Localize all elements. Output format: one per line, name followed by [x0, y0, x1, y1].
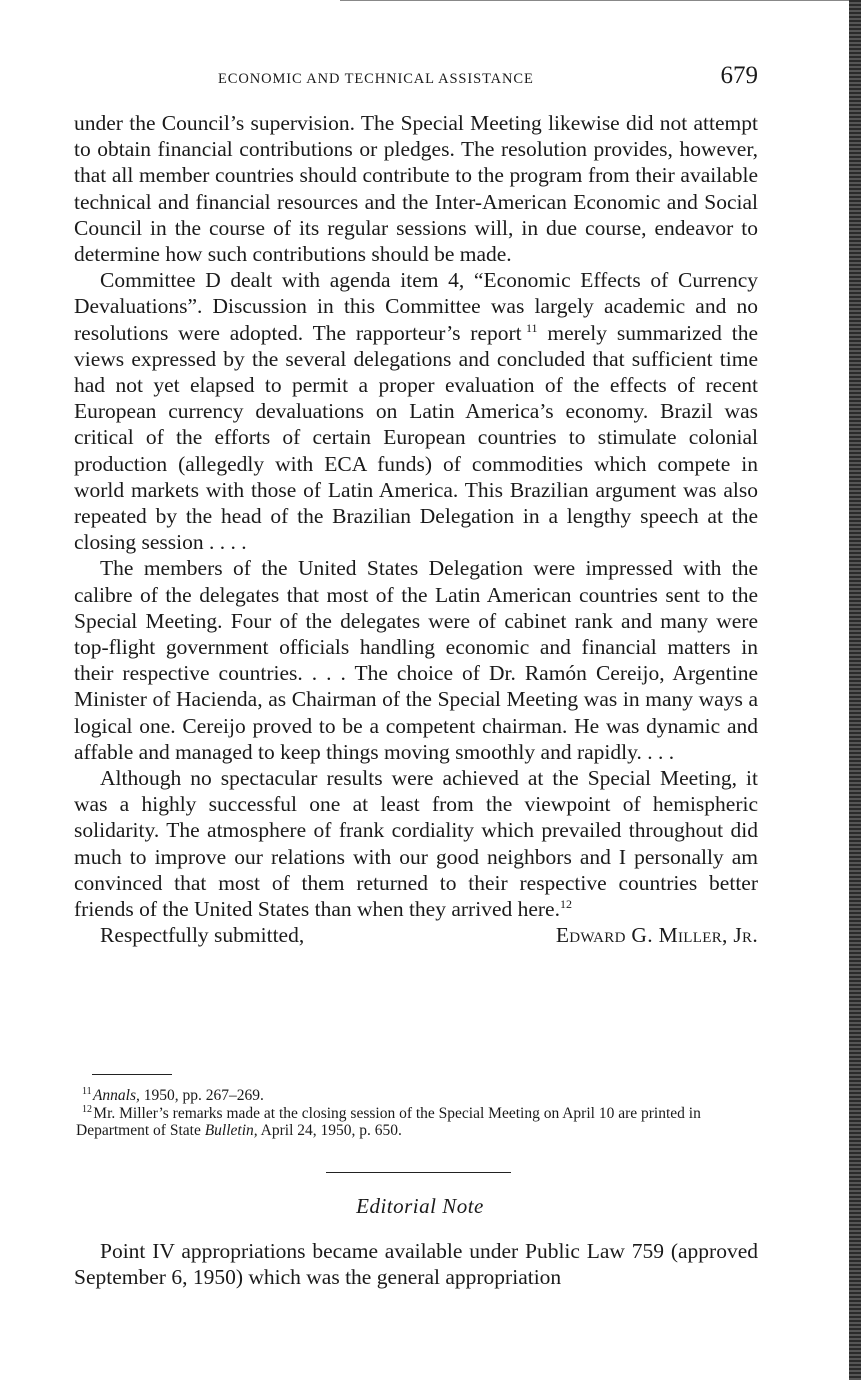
footnote-ref-12: 12 — [559, 897, 572, 912]
footnote-12-text-a: Mr. Miller’s remarks made at the closing session of the Special Meeting on April 10 are printed in Department of State — [76, 1104, 701, 1139]
page-number: 679 — [720, 62, 758, 89]
paragraph-4-text: Although no spectacular results were achieved at the Special Meeting, it was a highly successful one at least from the viewpoint of hemispheric solidarity. The atmosphere of frank cordiality which prevailed throughout did much to improve our relations with our good neighbors and I personally am convinced that most of them returned to their respective countries better friends of the United States than when they arrived here. — [74, 766, 758, 922]
editorial-paragraph: Point IV appropriations became available under Public Law 759 (approved September 6, 1950) which was the general appropriation — [74, 1239, 758, 1290]
footnote-11 — [76, 1087, 760, 1105]
editorial-note-title: Editorial Note — [356, 1194, 484, 1218]
footnotes — [76, 1087, 760, 1140]
paragraph-2-text: Committee D dealt with agenda item 4, “Economic Effects of Currency Devaluations”. Discussion in this Committee was largely academic and no resolutions were adopted. The rapporteur’s report — [74, 268, 758, 345]
footnote-11-title: Annals, — [92, 1087, 140, 1104]
top-page-border — [340, 0, 850, 1]
editorial-note-body — [74, 1238, 758, 1290]
signature-line — [74, 922, 758, 950]
footnote-12-title: Bulletin, — [204, 1122, 258, 1139]
closing-phrase: Respectfully submitted, — [100, 923, 305, 948]
footnote-ref-11: 11 — [525, 320, 538, 335]
footnote-11-text: 1950, pp. 267–269. — [139, 1087, 264, 1104]
running-header — [74, 62, 758, 102]
paragraph-4 — [74, 765, 758, 922]
paragraph-2-continued: merely summarized the views expressed by the several delegations and concluded that sufficient time had not yet elapsed to permit a proper evaluation of the effects of recent European currency devaluations on Latin America’s economy. Brazil was critical of the efforts of certain European countries to stimulate colonial production (allegedly with ECA funds) of commodities which compete in world markets with those of Latin America. This Brazilian argument was also repeated by the head of the Brazilian Delegation in a lengthy speech at the closing session . . . . — [74, 320, 758, 555]
section-divider — [326, 1172, 511, 1173]
footnote-11-mark: 11 — [82, 1086, 92, 1097]
signer-name: Edward G. Miller, Jr. — [555, 923, 758, 948]
book-page-edge — [849, 0, 861, 1380]
paragraph-1: under the Council’s supervision. The Special Meeting likewise did not attempt to obtain financial contributions or pledges. The resolution provides, however, that all member countries should contribute to the program from their available technical and financial resources and the Inter-American Economic and Social Council in the course of its regular sessions will, in due course, endeavor to determine how such contributions should be made. — [74, 111, 758, 267]
paragraph-3: The members of the United States Delegation were impressed with the calibre of the delegates that most of the Latin American countries sent to the Special Meeting. Four of the delegates were of cabinet rank and many were top-flight government officials handling economic and financial matters in their respective countries. . . . The choice of Dr. Ramón Cereijo, Argentine Minister of Hacienda, as Chairman of the Special Meeting was in many ways a logical one. Cereijo proved to be a competent chairman. He was dynamic and affable and managed to keep things moving smoothly and rapidly. . . . — [74, 556, 758, 764]
footnote-12-mark: 12 — [82, 1103, 92, 1115]
running-title: ECONOMIC AND TECHNICAL ASSISTANCE — [218, 71, 534, 87]
paragraph-2 — [74, 267, 758, 555]
main-text — [74, 110, 758, 950]
footnote-12 — [76, 1105, 760, 1140]
footnote-12-text-b: April 24, 1950, p. 650. — [257, 1122, 402, 1139]
footnote-divider — [92, 1074, 172, 1075]
